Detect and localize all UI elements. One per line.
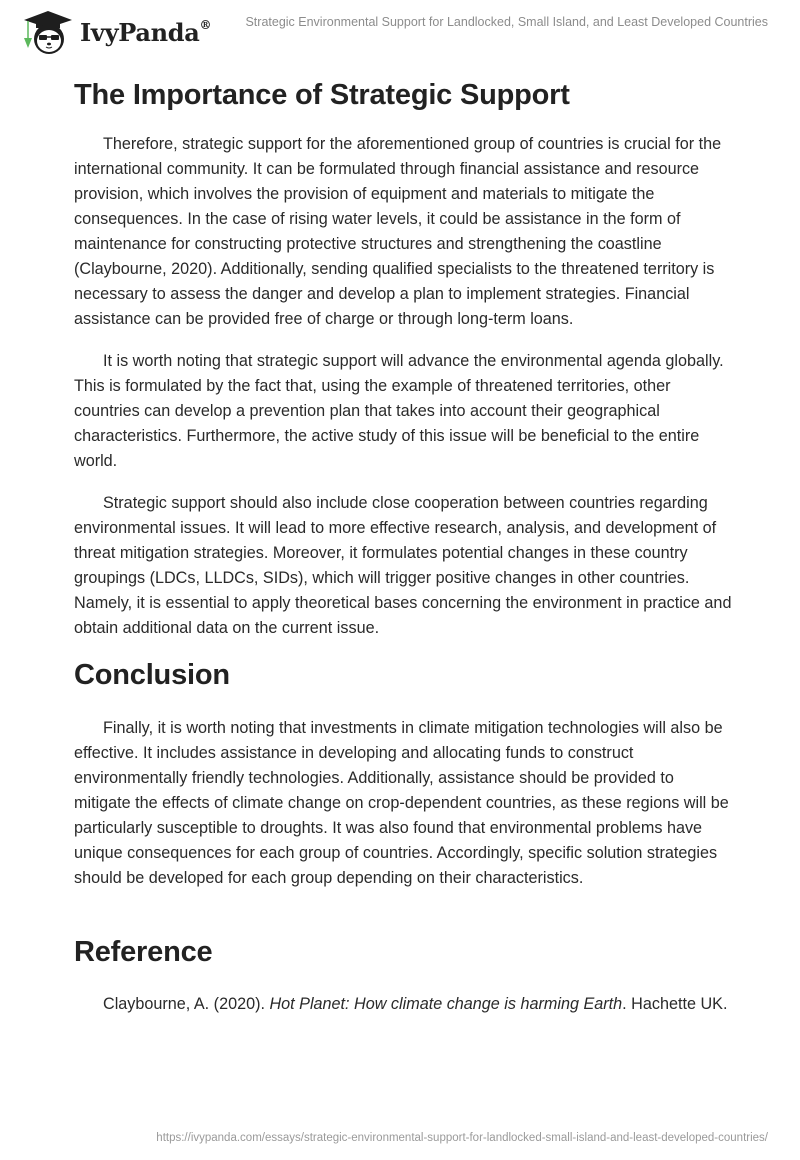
heading-conclusion: Conclusion xyxy=(74,659,230,691)
heading-importance: The Importance of Strategic Support xyxy=(74,79,570,111)
heading-reference: Reference xyxy=(74,936,213,968)
paragraph-1: Therefore, strategic support for the aforementioned group of countries is crucial for the international community. It can be formulated through financial assistance and resource provision, which involves the provision of equipment and materials to mitigate the consequences. In the case of rising water levels, it could be assistance in the form of maintenance for constructing protective structures and strengthening the coastline (Claybourne, 2020). Additionally, sending qualified specialists to the threatened territory is necessary to assess the danger and develop a plan to implement strategies. Financial assistance can be provided free of charge or through long-term loans. xyxy=(74,135,722,328)
panda-graduate-icon xyxy=(18,8,76,56)
ivypanda-logo[interactable] xyxy=(18,8,211,56)
paragraph-3: Strategic support should also include close cooperation between countries regarding environmental issues. It will lead to more effective research, analysis, and development of threat mitigation strategies. Moreover, it formulates potential changes in these country groupings (LDCs, LLDCs, SIDs), which will trigger positive changes in other countries. Namely, it is essential to apply theoretical bases concerning the environment in practice and obtain additional data on the current issue. xyxy=(74,494,732,637)
paragraph-2: It is worth noting that strategic support will advance the environmental agenda globally. This is formulated by the fact that, using the example of threatened territories, other countries can develop a prevention plan that takes into account their geographical characteristics. Furthermore, the active study of this issue will be beneficial to the entire world. xyxy=(74,352,724,470)
paragraph-conclusion: Finally, it is worth noting that investments in climate mitigation technologies will also be effective. It includes assistance in developing and allocating funds to construct environmentally friendly technologies. Additionally, assistance should be provided to mitigate the effects of climate change on crop-dependent countries, as these regions will be particularly susceptible to droughts. It was also found that environmental problems have unique consequences for each group of countries. Accordingly, specific solution strategies should be developed for each group depending on their characteristics. xyxy=(74,719,729,887)
document-title: Strategic Environmental Support for Landlocked, Small Island, and Least Developed Countries xyxy=(245,15,768,29)
page-header xyxy=(0,0,800,60)
brand-name: IvyPanda® xyxy=(80,17,212,47)
reference-title: Hot Planet: How climate change is harming Earth xyxy=(269,995,623,1013)
source-url[interactable]: https://ivypanda.com/essays/strategic-environmental-support-for-landlocked-small-island-and-least-developed-countries/ xyxy=(156,1132,768,1144)
reference-entry: Claybourne, A. (2020). Hot Planet: How climate change is harming Earth. Hachette UK. xyxy=(103,995,728,1013)
